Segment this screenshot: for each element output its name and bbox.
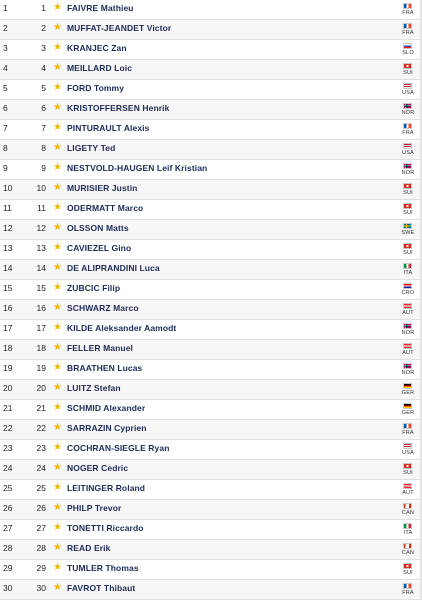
athlete-name-link[interactable]: ZUBCIC Filip [67,283,121,293]
nation-code: SUI [403,570,413,576]
table-row[interactable] [0,520,422,540]
nation-code: ITA [403,270,413,276]
star-icon[interactable]: ★ [53,482,62,493]
athlete-name-link[interactable]: KRISTOFFERSEN Henrik [67,103,170,113]
bib-cell: 23 [36,443,46,453]
nation-code: NOR [401,370,415,376]
flag-icon [403,23,412,29]
star-icon[interactable]: ★ [53,382,62,393]
nation-code: CRO [401,290,415,296]
table-row[interactable] [0,260,422,280]
rank-cell: 4 [3,63,8,73]
star-icon[interactable]: ★ [53,442,62,453]
bib-cell: 13 [36,243,46,253]
star-icon[interactable]: ★ [53,462,62,473]
table-row[interactable] [0,160,422,180]
flag-icon [403,403,412,409]
flag-icon [403,103,412,109]
table-row[interactable] [0,200,422,220]
bib-cell: 25 [36,483,46,493]
rank-cell: 8 [3,143,8,153]
flag-icon [403,263,412,269]
rank-cell: 2 [3,23,8,33]
table-row[interactable] [0,240,422,260]
athlete-name-link[interactable]: FAIVRE Mathieu [67,3,134,13]
bib-cell: 2 [41,23,46,33]
bib-cell: 6 [41,103,46,113]
rank-cell: 14 [3,263,13,273]
bib-cell: 16 [36,303,46,313]
flag-icon [403,203,412,209]
rank-cell: 6 [3,103,8,113]
nation-code: NOR [401,170,415,176]
rank-cell: 30 [3,583,13,593]
nation-code: SUI [403,190,413,196]
athlete-name-link[interactable]: NESTVOLD-HAUGEN Leif Kristian [67,163,208,173]
athlete-name-link[interactable]: OLSSON Matts [67,223,129,233]
nation-code: CAN [401,550,415,556]
table-row[interactable] [0,320,422,340]
flag-icon [403,323,412,329]
bib-cell: 4 [41,63,46,73]
rank-cell: 12 [3,223,13,233]
athlete-name-link[interactable]: KILDE Aleksander Aamodt [67,323,177,333]
rank-cell: 5 [3,83,8,93]
flag-icon [403,63,412,69]
table-row[interactable] [0,480,422,500]
star-icon[interactable]: ★ [53,122,62,133]
bib-cell: 11 [37,203,46,213]
table-row[interactable] [0,140,422,160]
star-icon[interactable]: ★ [53,102,62,113]
rank-cell: 3 [3,43,8,53]
star-icon[interactable]: ★ [53,142,62,153]
star-icon[interactable]: ★ [53,542,62,553]
rank-cell: 28 [3,543,13,553]
table-row[interactable] [0,40,422,60]
bib-cell: 7 [41,123,46,133]
bib-cell: 9 [41,163,46,173]
nation-code: NOR [401,110,415,116]
rank-cell: 1 [3,3,8,13]
rank-cell: 11 [3,203,12,213]
table-row[interactable] [0,340,422,360]
rank-cell: 21 [3,403,13,413]
athlete-name-link[interactable]: PHILP Trevor [67,503,122,513]
bib-cell: 22 [36,423,46,433]
rank-cell: 29 [3,563,13,573]
athlete-name-link[interactable]: LIGETY Ted [67,143,116,153]
bib-cell: 20 [36,383,46,393]
table-row[interactable] [0,100,422,120]
bib-cell: 27 [36,523,46,533]
nation-code: FRA [402,10,414,16]
rank-cell: 9 [3,163,8,173]
rank-cell: 15 [3,283,13,293]
bib-cell: 5 [41,83,46,93]
star-icon[interactable]: ★ [53,62,62,73]
star-icon[interactable]: ★ [53,162,62,173]
star-icon[interactable]: ★ [53,582,62,593]
flag-icon [403,483,412,489]
nation-code: FRA [402,590,414,596]
flag-icon [403,503,412,509]
star-icon[interactable]: ★ [53,322,62,333]
athlete-name-link[interactable]: PINTURAULT Alexis [67,123,150,133]
bib-cell: 12 [36,223,46,233]
athlete-name-link[interactable]: SCHWARZ Marco [67,303,139,313]
table-row[interactable] [0,460,422,480]
nation-code: SUI [403,470,413,476]
flag-icon [403,523,412,529]
athlete-name-link[interactable]: MUFFAT-JEANDET Victor [67,23,172,33]
athlete-name-link[interactable]: READ Erik [67,543,111,553]
athlete-name-link[interactable]: FELLER Manuel [67,343,133,353]
rank-cell: 24 [3,463,13,473]
bib-cell: 10 [36,183,46,193]
bib-cell: 3 [41,43,46,53]
table-row[interactable] [0,280,422,300]
nation-code: GER [401,390,415,396]
nation-code: SWE [401,230,415,236]
flag-icon [403,463,412,469]
star-icon[interactable]: ★ [53,262,62,273]
table-row[interactable] [0,80,422,100]
flag-icon [403,143,412,149]
bib-cell: 18 [36,343,46,353]
star-icon[interactable]: ★ [53,282,62,293]
athlete-name-link[interactable]: LEITINGER Roland [67,483,146,493]
flag-icon [403,43,412,49]
star-icon[interactable]: ★ [53,182,62,193]
rank-cell: 19 [3,363,13,373]
table-row[interactable] [0,180,422,200]
nation-code: AUT [402,490,414,496]
nation-code: USA [402,450,414,456]
star-icon[interactable]: ★ [53,422,62,433]
star-icon[interactable]: ★ [53,242,62,253]
flag-icon [403,383,412,389]
nation-code: SLO [402,50,414,56]
flag-icon [403,363,412,369]
bib-cell: 14 [36,263,46,273]
bib-cell: 30 [36,583,46,593]
star-icon[interactable]: ★ [53,2,62,13]
rank-cell: 7 [3,123,8,133]
flag-icon [403,183,412,189]
star-icon[interactable]: ★ [53,562,62,573]
nation-code: NOR [401,330,415,336]
flag-icon [403,303,412,309]
bib-cell: 26 [36,503,46,513]
athlete-name-link[interactable]: FAVROT Thibaut [67,583,136,593]
flag-icon [403,583,412,589]
bib-cell: 1 [41,3,46,13]
bib-cell: 29 [36,563,46,573]
athlete-name-link[interactable]: ODERMATT Marco [67,203,144,213]
nation-code: USA [402,90,414,96]
bib-cell: 15 [36,283,46,293]
athlete-name-link[interactable]: COCHRAN-SIEGLE Ryan [67,443,170,453]
table-row[interactable] [0,440,422,460]
flag-icon [403,3,412,9]
rank-cell: 26 [3,503,13,513]
athlete-name-link[interactable]: SARRAZIN Cyprien [67,423,147,433]
flag-icon [403,83,412,89]
star-icon[interactable]: ★ [53,222,62,233]
athlete-name-link[interactable]: NOGER Cedric [67,463,129,473]
nation-code: FRA [402,30,414,36]
flag-icon [403,123,412,129]
rank-cell: 27 [3,523,13,533]
table-row[interactable] [0,400,422,420]
bib-cell: 17 [36,323,46,333]
table-row[interactable] [0,120,422,140]
bib-cell: 19 [36,363,46,373]
rank-cell: 23 [3,443,13,453]
rank-cell: 22 [3,423,13,433]
flag-icon [403,343,412,349]
athlete-name-link[interactable]: LUITZ Stefan [67,383,121,393]
rank-cell: 16 [3,303,13,313]
rank-cell: 25 [3,483,13,493]
table-row[interactable] [0,580,422,600]
athlete-name-link[interactable]: DE ALIPRANDINI Luca [67,263,160,273]
star-icon[interactable]: ★ [53,362,62,373]
rank-cell: 17 [3,323,13,333]
table-row[interactable] [0,540,422,560]
table-row[interactable] [0,60,422,80]
rank-cell: 18 [3,343,13,353]
table-row[interactable] [0,360,422,380]
athlete-name-link[interactable]: TONETTI Riccardo [67,523,144,533]
star-icon[interactable]: ★ [53,402,62,413]
nation-code: ITA [403,530,413,536]
athlete-name-link[interactable]: TUMLER Thomas [67,563,139,573]
athlete-name-link[interactable]: SCHMID Alexander [67,403,146,413]
nation-code: USA [402,150,414,156]
flag-icon [403,163,412,169]
nation-code: GER [401,410,415,416]
flag-icon [403,423,412,429]
star-icon[interactable]: ★ [53,342,62,353]
flag-icon [403,243,412,249]
nation-code: FRA [402,130,414,136]
rank-cell: 20 [3,383,13,393]
bib-cell: 8 [41,143,46,153]
table-row[interactable] [0,300,422,320]
star-icon[interactable]: ★ [53,302,62,313]
flag-icon [403,223,412,229]
star-icon[interactable]: ★ [53,22,62,33]
flag-icon [403,563,412,569]
athlete-name-link[interactable]: FORD Tommy [67,83,125,93]
rank-cell: 13 [3,243,13,253]
table-row[interactable] [0,560,422,580]
bib-cell: 24 [36,463,46,473]
star-icon[interactable]: ★ [53,522,62,533]
nation-code: SUI [403,210,413,216]
table-row[interactable] [0,220,422,240]
flag-icon [403,283,412,289]
athlete-name-link[interactable]: MURISIER Justin [67,183,138,193]
bib-cell: 28 [36,543,46,553]
athlete-name-link[interactable]: KRANJEC Zan [67,43,127,53]
nation-code: AUT [402,310,414,316]
table-row[interactable] [0,380,422,400]
rank-cell: 10 [3,183,13,193]
athlete-name-link[interactable]: CAVIEZEL Gino [67,243,132,253]
nation-code: SUI [403,70,413,76]
nation-code: AUT [402,350,414,356]
nation-code: FRA [402,430,414,436]
star-icon[interactable]: ★ [53,82,62,93]
flag-icon [403,543,412,549]
flag-icon [403,443,412,449]
table-row[interactable] [0,0,422,20]
table-row[interactable] [0,500,422,520]
athlete-name-link[interactable]: BRAATHEN Lucas [67,363,143,373]
table-row[interactable] [0,20,422,40]
star-icon[interactable]: ★ [53,502,62,513]
nation-code: SUI [403,250,413,256]
star-icon[interactable]: ★ [53,42,62,53]
star-icon[interactable]: ★ [53,202,62,213]
nation-code: CAN [401,510,415,516]
athlete-name-link[interactable]: MEILLARD Loic [67,63,133,73]
bib-cell: 21 [36,403,46,413]
table-row[interactable] [0,420,422,440]
